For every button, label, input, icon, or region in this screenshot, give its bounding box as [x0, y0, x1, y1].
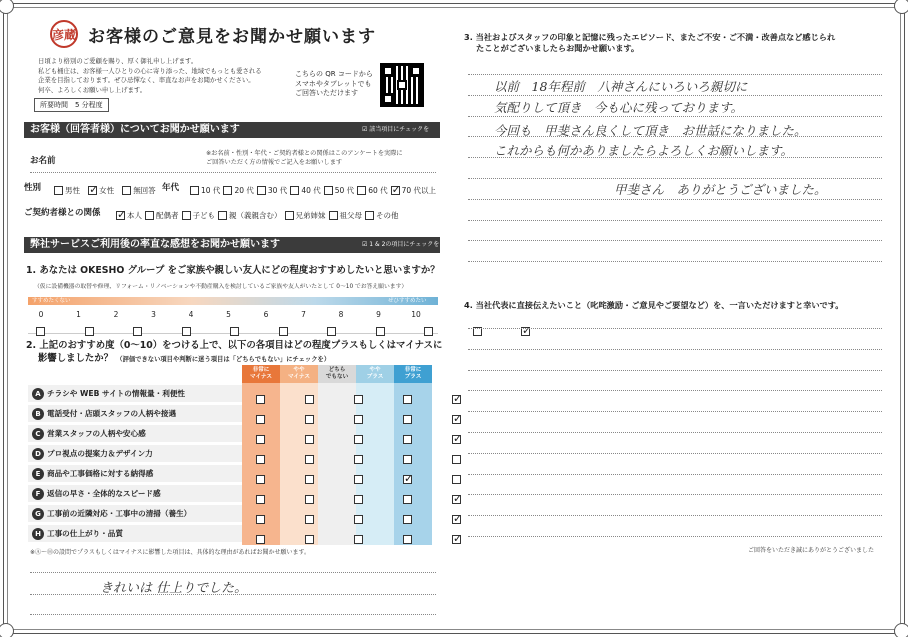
- service-section-bar: 弊社サービスご利用後の率直な感想をお聞かせ願います: [24, 237, 440, 253]
- q4-title: 4. 当社代表に直接伝えたいこと（叱咤激励・ご意見やご要望など）を、一言いただけますと幸いです。: [464, 300, 844, 310]
- age-label: 年代: [162, 183, 180, 193]
- rating-column-header: どちら でもない: [325, 367, 349, 380]
- relation-option-label: 祖父母: [339, 211, 362, 220]
- age-option[interactable]: [391, 185, 436, 196]
- rating-checkbox[interactable]: [403, 415, 412, 424]
- age-options: [190, 180, 439, 199]
- checkbox[interactable]: [218, 211, 227, 220]
- relation-option[interactable]: [116, 210, 142, 221]
- q3-answer-line: 今回も 甲斐さん良くして頂き お世話になりました。: [494, 123, 807, 138]
- scale-left-label: すすめたくない: [32, 298, 71, 304]
- rating-checkbox[interactable]: [452, 395, 461, 404]
- rating-checkbox[interactable]: [354, 435, 363, 444]
- rating-item-text: プロ視点の提案力＆デザイン力: [47, 449, 153, 458]
- checkbox[interactable]: [357, 186, 366, 195]
- scale-number: 6: [263, 310, 269, 319]
- rating-checkbox[interactable]: [256, 535, 265, 544]
- q1-title: 1. あなたは OKESHO グループ をご家族や親しい友人にどの程度おすすめしたいと思いますか？: [26, 265, 440, 276]
- writing-line: [468, 453, 882, 454]
- rating-column-header: 非常に プラス: [404, 367, 422, 380]
- rating-item-text: チラシや WEB サイトの情報量・利便性: [47, 389, 186, 398]
- rating-checkbox[interactable]: [403, 395, 412, 404]
- rating-checkbox[interactable]: [256, 415, 265, 424]
- writing-line: [468, 220, 882, 221]
- relation-option[interactable]: [218, 210, 282, 221]
- relation-options: [116, 205, 402, 224]
- rating-item-label: [28, 485, 242, 503]
- rating-checkbox[interactable]: [452, 515, 461, 524]
- item-letter-badge: C: [32, 428, 44, 440]
- item-letter-badge: G: [32, 508, 44, 520]
- rating-item-text: 工事の仕上がり・品質: [47, 529, 123, 538]
- item-letter-badge: H: [32, 528, 44, 540]
- rating-checkbox[interactable]: [354, 415, 363, 424]
- rating-column-header: やや プラス: [366, 367, 384, 380]
- privacy-note: ※お名前・性別・年代・ご契約者様との関係はこのアンケートを実際に ご回答いただく方の情報でご記入をお願いします: [206, 150, 403, 166]
- qr-instruction: こちらの QR コードから スマホやタブレットでも ご回答いただけます: [295, 70, 373, 97]
- writing-line: [468, 349, 882, 350]
- relation-label: ご契約者様との関係: [24, 208, 101, 218]
- relation-option[interactable]: [365, 210, 399, 221]
- check-note: ☑ 1 & 2の項目にチェックを: [362, 241, 440, 248]
- rating-checkbox[interactable]: [305, 535, 314, 544]
- rating-item-label: [28, 525, 242, 543]
- check-note: ☑ 該当項目にチェックを: [362, 126, 430, 133]
- checkbox[interactable]: [290, 186, 299, 195]
- scale-number: 3: [151, 310, 156, 319]
- age-option[interactable]: [290, 185, 320, 196]
- corner-ornament: [894, 0, 908, 14]
- name-field[interactable]: [30, 172, 436, 173]
- relation-option-label: 本人: [127, 211, 142, 220]
- rating-checkbox[interactable]: [452, 435, 461, 444]
- rating-checkbox[interactable]: [403, 515, 412, 524]
- rating-column-header: やや マイナス: [287, 367, 311, 380]
- writing-line: [468, 411, 882, 412]
- qr-code-icon[interactable]: [380, 63, 424, 107]
- rating-checkbox[interactable]: [256, 495, 265, 504]
- q3-answer-line: 甲斐さん ありがとうございました。: [614, 182, 827, 197]
- gender-label: 性別: [24, 183, 42, 193]
- rating-item-text: 営業スタッフの人柄や安心感: [47, 429, 146, 438]
- rating-checkbox[interactable]: [403, 475, 412, 484]
- age-option-label: 40 代: [301, 186, 321, 195]
- age-option[interactable]: [357, 185, 387, 196]
- item-letter-badge: F: [32, 488, 44, 500]
- rating-checkbox[interactable]: [354, 495, 363, 504]
- age-option-label: 10 代: [201, 186, 221, 195]
- reason-line: [30, 572, 436, 573]
- relation-option[interactable]: [285, 210, 326, 221]
- rating-checkbox[interactable]: [354, 395, 363, 404]
- rating-row: [28, 445, 436, 463]
- writing-line: [468, 536, 882, 537]
- scale-number: 4: [188, 310, 194, 319]
- checkbox[interactable]: [190, 186, 199, 195]
- relation-option-label: 兄弟姉妹: [295, 211, 326, 220]
- checkbox[interactable]: [324, 186, 333, 195]
- writing-line: [468, 240, 882, 241]
- age-option[interactable]: [190, 185, 220, 196]
- rating-item-text: 工事前の近隣対応・工事中の清掃（養生）: [47, 509, 192, 518]
- corner-ornament: [894, 623, 908, 637]
- checkbox[interactable]: [285, 211, 294, 220]
- relation-option-label: その他: [376, 211, 399, 220]
- rating-row: [28, 505, 436, 523]
- rating-row: [28, 385, 436, 403]
- scale-number: 10: [411, 310, 421, 319]
- rating-checkbox[interactable]: [403, 435, 412, 444]
- handwritten-reason: きれいは 仕上りでした。: [100, 581, 248, 596]
- writing-line: [468, 199, 882, 200]
- rating-item-label: [28, 505, 242, 523]
- rating-item-label: [28, 425, 242, 443]
- relation-option-label: 子ども: [192, 211, 215, 220]
- checkbox[interactable]: [145, 211, 154, 220]
- scale-checkbox[interactable]: [230, 327, 239, 336]
- age-option-label: 60 代: [368, 186, 388, 195]
- rating-checkbox[interactable]: [256, 395, 265, 404]
- age-option[interactable]: [324, 185, 354, 196]
- scale-number: 9: [376, 310, 381, 319]
- rating-item-label: [28, 445, 242, 463]
- q3-title: 3. 当社およびスタッフの印象と記憶に残ったエピソード、またご不安・ご不満・改善点など感じられ たことがございましたらお聞かせ願います。: [464, 32, 836, 53]
- scale-right-label: ぜひすすめたい: [388, 298, 427, 304]
- scale-number: 1: [76, 310, 81, 319]
- recommend-scale: [28, 310, 438, 334]
- rating-checkbox[interactable]: [256, 475, 265, 484]
- age-option[interactable]: [257, 185, 287, 196]
- relation-option[interactable]: [329, 210, 363, 221]
- rating-checkbox[interactable]: [403, 495, 412, 504]
- item-letter-badge: E: [32, 468, 44, 480]
- checkbox[interactable]: [223, 186, 232, 195]
- corner-ornament: [0, 623, 14, 637]
- name-label: お名前: [30, 156, 56, 166]
- scale-number: 8: [338, 310, 344, 319]
- writing-line: [468, 494, 882, 495]
- age-option-label: 30 代: [267, 186, 288, 195]
- writing-line: [468, 178, 882, 179]
- checkbox[interactable]: [329, 211, 338, 220]
- scale-checkbox[interactable]: [85, 327, 94, 336]
- rating-checkbox[interactable]: [354, 515, 363, 524]
- checkbox[interactable]: [257, 186, 266, 195]
- rating-checkbox[interactable]: [305, 455, 314, 464]
- reason-line: [30, 614, 436, 615]
- rating-column-header: 非常に マイナス: [249, 367, 273, 380]
- rating-item-text: 電話受付・店頭スタッフの人柄や接遇: [47, 409, 177, 418]
- scale-checkbox[interactable]: [182, 327, 191, 336]
- rating-table: [28, 365, 436, 547]
- q2-title: 2. 上記のおすすめ度（0～10）をつける上で、以下の各項目はどの程度プラスもしくはマイナスに: [26, 340, 443, 351]
- rating-checkbox[interactable]: [305, 475, 314, 484]
- rating-checkbox[interactable]: [403, 535, 412, 544]
- age-option-label: 50 代: [334, 186, 355, 195]
- checkbox[interactable]: [116, 211, 125, 220]
- rating-item-text: 返信の早さ・全体的なスピード感: [47, 489, 161, 498]
- rating-item-label: [28, 465, 242, 483]
- rating-checkbox[interactable]: [305, 515, 314, 524]
- q2-title-2: 影響しましたか？ （評価できない項目や判断に迷う項目は「どちらでもない」にチェックを）: [38, 353, 331, 364]
- scale-checkbox[interactable]: [36, 327, 45, 336]
- rating-checkbox[interactable]: [305, 415, 314, 424]
- rating-checkbox[interactable]: [256, 515, 265, 524]
- checkbox[interactable]: [365, 211, 374, 220]
- rating-checkbox[interactable]: [354, 455, 363, 464]
- item-letter-badge: B: [32, 408, 44, 420]
- scale-checkbox[interactable]: [279, 327, 288, 336]
- scale-checkbox[interactable]: [133, 327, 142, 336]
- scale-number: 7: [301, 310, 306, 319]
- rating-checkbox[interactable]: [452, 455, 461, 464]
- scale-number: 5: [226, 310, 231, 319]
- scale-gradient: [28, 297, 438, 305]
- relation-option[interactable]: [145, 210, 179, 221]
- gender-option[interactable]: 無回答: [122, 185, 156, 196]
- writing-line: [468, 474, 882, 475]
- rating-checkbox[interactable]: [354, 475, 363, 484]
- item-letter-badge: A: [32, 388, 44, 400]
- gender-option[interactable]: ✓ 女性: [88, 185, 114, 196]
- scale-checkbox[interactable]: [424, 327, 433, 336]
- relation-option-label: 親（義親含む）: [229, 211, 282, 220]
- item-letter-badge: D: [32, 448, 44, 460]
- age-option-label: 70 代以上: [401, 186, 437, 195]
- writing-line: [468, 74, 882, 75]
- rating-checkbox[interactable]: [354, 535, 363, 544]
- company-seal-icon: 彦蔵: [50, 20, 78, 48]
- form-title: お客様のご意見をお聞かせ願います: [88, 27, 376, 47]
- rating-item-label: [28, 385, 242, 403]
- q3-answer-line: 気配りして頂き 今も心に残っております。: [494, 100, 744, 115]
- relation-option[interactable]: [182, 210, 216, 221]
- q1-subtitle: （仮に設備機器の取替や修理、リフォーム・リノベーションや不動産購入を検討しているご家族や友人がいたとして 0～10 でお答え願います）: [34, 284, 408, 290]
- rating-checkbox[interactable]: [452, 415, 461, 424]
- checkbox[interactable]: [182, 211, 191, 220]
- gender-option[interactable]: 男性: [54, 185, 80, 196]
- rating-checkbox[interactable]: [403, 455, 412, 464]
- age-option[interactable]: [223, 185, 253, 196]
- intro-text: 日頃より格別のご愛顧を賜り、厚く御礼申し上げます。 私ども桶庄は、お客様一人ひとりの心に寄り添った、地域でもっとも愛される 企業を目指しております。ぜひ忌憚なく、率直なお声をお聞かせください。 何卒、よろしくお願い申し上げます。: [38, 57, 262, 94]
- scale-number: 0: [38, 310, 44, 319]
- rating-checkbox[interactable]: [452, 535, 461, 544]
- checkbox[interactable]: [391, 186, 400, 195]
- writing-line: [468, 328, 882, 329]
- rating-checkbox[interactable]: [305, 495, 314, 504]
- customer-section-bar: お客様（回答者様）についてお聞かせ願います: [24, 122, 440, 138]
- q3-answer-line: 以前 18年程前 八神さんにいろいろ親切に: [494, 79, 748, 94]
- rating-row: [28, 425, 436, 443]
- age-option-label: 20 代: [234, 186, 254, 195]
- q3-answer-line: これからも何かありましたらよろしくお願いします。: [494, 143, 794, 158]
- writing-line: [468, 261, 882, 262]
- rating-checkbox[interactable]: [452, 495, 461, 504]
- rating-row: [28, 485, 436, 503]
- rating-row: [28, 525, 436, 543]
- rating-checkbox[interactable]: [305, 435, 314, 444]
- writing-line: [468, 370, 882, 371]
- scale-number: 2: [113, 310, 119, 319]
- rating-checkbox[interactable]: [452, 475, 461, 484]
- required-time-badge: 所要時間 5 分程度: [34, 98, 109, 112]
- rating-row: [28, 405, 436, 423]
- thanks-text: ご回答をいただき誠にありがとうございました: [748, 547, 875, 554]
- rating-item-text: 商品や工事価格に対する納得感: [47, 469, 154, 478]
- reason-footnote: ※Ⓐ～Ⓗの設問でプラスもしくはマイナスに影響した項目は、具体的な理由があればお聞かせ願います。: [30, 549, 311, 556]
- writing-line: [468, 432, 882, 433]
- writing-line: [468, 515, 882, 516]
- scale-checkbox[interactable]: [376, 327, 385, 336]
- rating-checkbox[interactable]: [305, 395, 314, 404]
- rating-checkbox[interactable]: [256, 435, 265, 444]
- rating-item-label: [28, 405, 242, 423]
- gender-options: [54, 180, 159, 199]
- scale-checkbox[interactable]: [327, 327, 336, 336]
- relation-option-label: 配偶者: [156, 211, 179, 220]
- rating-row: [28, 465, 436, 483]
- rating-checkbox[interactable]: [256, 455, 265, 464]
- writing-line: [468, 390, 882, 391]
